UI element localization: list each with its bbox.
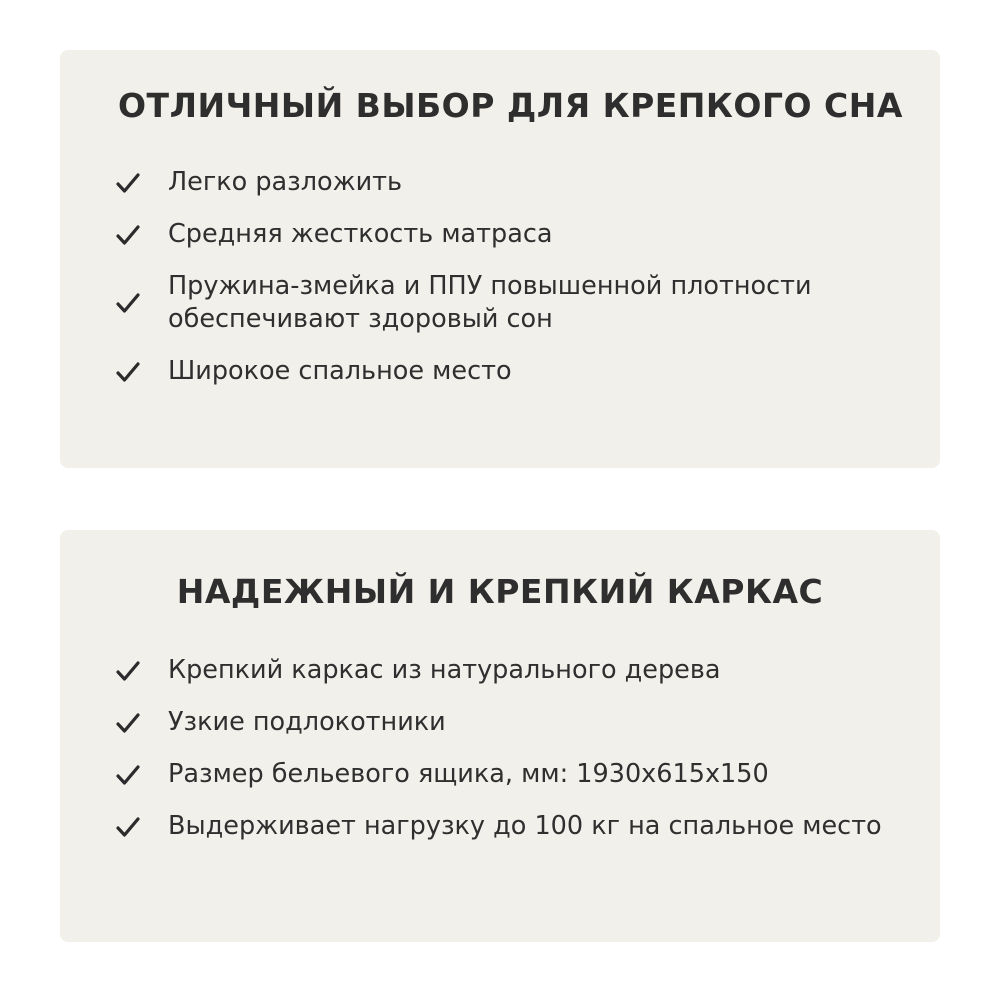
- feature-list: [116, 654, 920, 862]
- feature-item: [116, 706, 920, 739]
- feature-item: [116, 166, 920, 199]
- feature-text: Легко разложить: [168, 167, 403, 197]
- feature-item: [116, 355, 920, 388]
- checkmark-icon: [116, 358, 168, 386]
- feature-text: Средняя жесткость матраса: [168, 219, 553, 249]
- feature-item: [116, 270, 920, 336]
- checkmark-icon: [116, 761, 168, 789]
- checkmark-icon: [116, 169, 168, 197]
- feature-item: [116, 654, 920, 687]
- checkmark-icon: [116, 657, 168, 685]
- feature-item: [116, 218, 920, 251]
- feature-text: Размер бельевого ящика, мм: 1930x615x150: [168, 759, 769, 789]
- card-title: ОТЛИЧНЫЙ ВЫБОР ДЛЯ КРЕПКОГО СНА: [118, 86, 903, 125]
- feature-item: [116, 758, 920, 791]
- checkmark-icon: [116, 221, 168, 249]
- feature-card-frame: [60, 530, 940, 942]
- card-title: НАДЕЖНЫЙ И КРЕПКИЙ КАРКАС: [176, 572, 824, 611]
- feature-text: Крепкий каркас из натурального дерева: [168, 655, 721, 685]
- feature-card-sleep: [60, 50, 940, 468]
- checkmark-icon: [116, 289, 168, 317]
- checkmark-icon: [116, 709, 168, 737]
- feature-item: [116, 810, 920, 843]
- feature-text: Выдерживает нагрузку до 100 кг на спальное место: [168, 811, 882, 841]
- checkmark-icon: [116, 813, 168, 841]
- feature-text: Пружина-змейка и ППУ повышенной плотности обеспечивают здоровый сон: [168, 271, 812, 334]
- feature-text: Широкое спальное место: [168, 356, 512, 386]
- feature-list: [116, 166, 920, 407]
- feature-text: Узкие подлокотники: [168, 707, 446, 737]
